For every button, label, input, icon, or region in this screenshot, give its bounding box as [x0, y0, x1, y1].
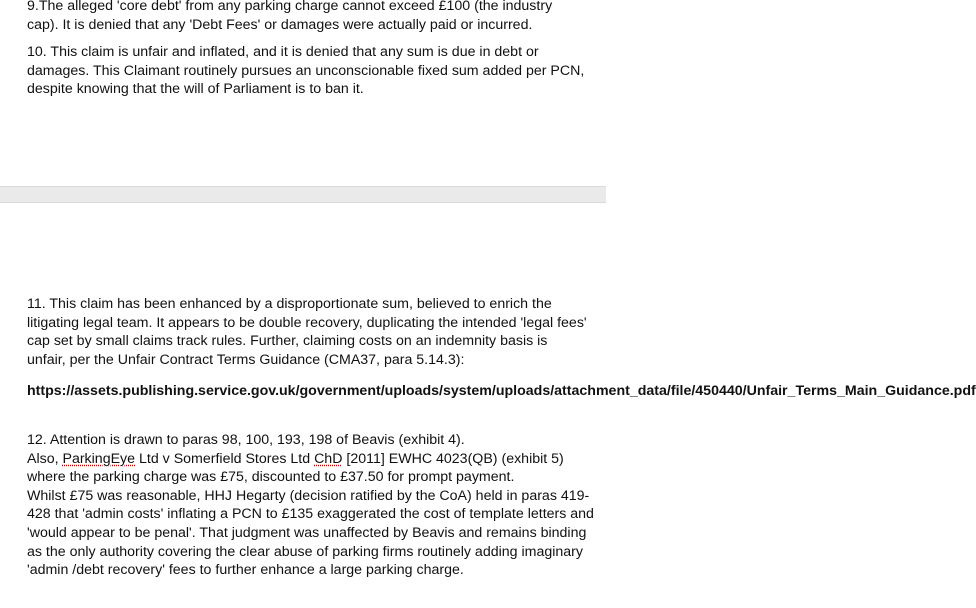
- guidance-link[interactable]: https://assets.publishing.service.gov.uk/government/uploads/system/uploads/attachment_data/file/450440/Unfair_Terms_Main_Guidance.pdf: [27, 383, 976, 399]
- paragraph-12-line-a: 12. Attention is drawn to paras 98, 100, 193, 198 of Beavis (exhibit 4).: [27, 432, 465, 448]
- page-separator: [0, 186, 606, 203]
- spellcheck-word: ParkingEye: [62, 450, 136, 467]
- paragraph-12: [27, 431, 597, 580]
- paragraph-12-text: Also,: [27, 450, 63, 467]
- spellcheck-word: ChD: [314, 450, 343, 467]
- document-page-2: [0, 203, 976, 608]
- paragraph-11: 11. This claim has been enhanced by a disproportionate sum, believed to enrich the litigating legal team. It appears to be double recovery, duplicating the intended 'legal fees' cap set by small claims track rules. Further, claiming costs on an indemnity basis is unfair, per the Unfair Contract Terms Guidance (CMA37, para 5.14.3):: [27, 296, 587, 368]
- document-page-1: [0, 0, 606, 186]
- paragraph-9: 9.The alleged 'core debt' from any parking charge cannot exceed £100 (the industry cap). It is denied that any 'Debt Fees' or damages were actually paid or incurred.: [27, 0, 553, 33]
- paragraph-10: 10. This claim is unfair and inflated, and it is denied that any sum is due in debt or damages. This Claimant routinely pursues an unconscionable fixed sum added per PCN, despite knowing that the will of Parliament is to ban it.: [27, 44, 585, 98]
- paragraph-12-text: Ltd v Somerfield Stores Ltd: [135, 450, 315, 467]
- paragraph-12-text: [2011] EWHC 4023(QB) (exhibit 5) where the parking charge was £75, discounted to £37.50 for prompt payment.: [27, 450, 564, 486]
- paragraph-12-text: Whilst £75 was reasonable, HHJ Hegarty (decision ratified by the CoA) held in paras 419-428 that 'admin costs' inflating a PCN to £135 exaggerated the cost of template letters and 'would appear to be penal'. That judgment was unaffected by Beavis and remains binding as the only authority covering the clear abuse of parking firms routinely adding imaginary 'admin /debt recovery' fees to further enhance a large parking charge.: [27, 487, 594, 579]
